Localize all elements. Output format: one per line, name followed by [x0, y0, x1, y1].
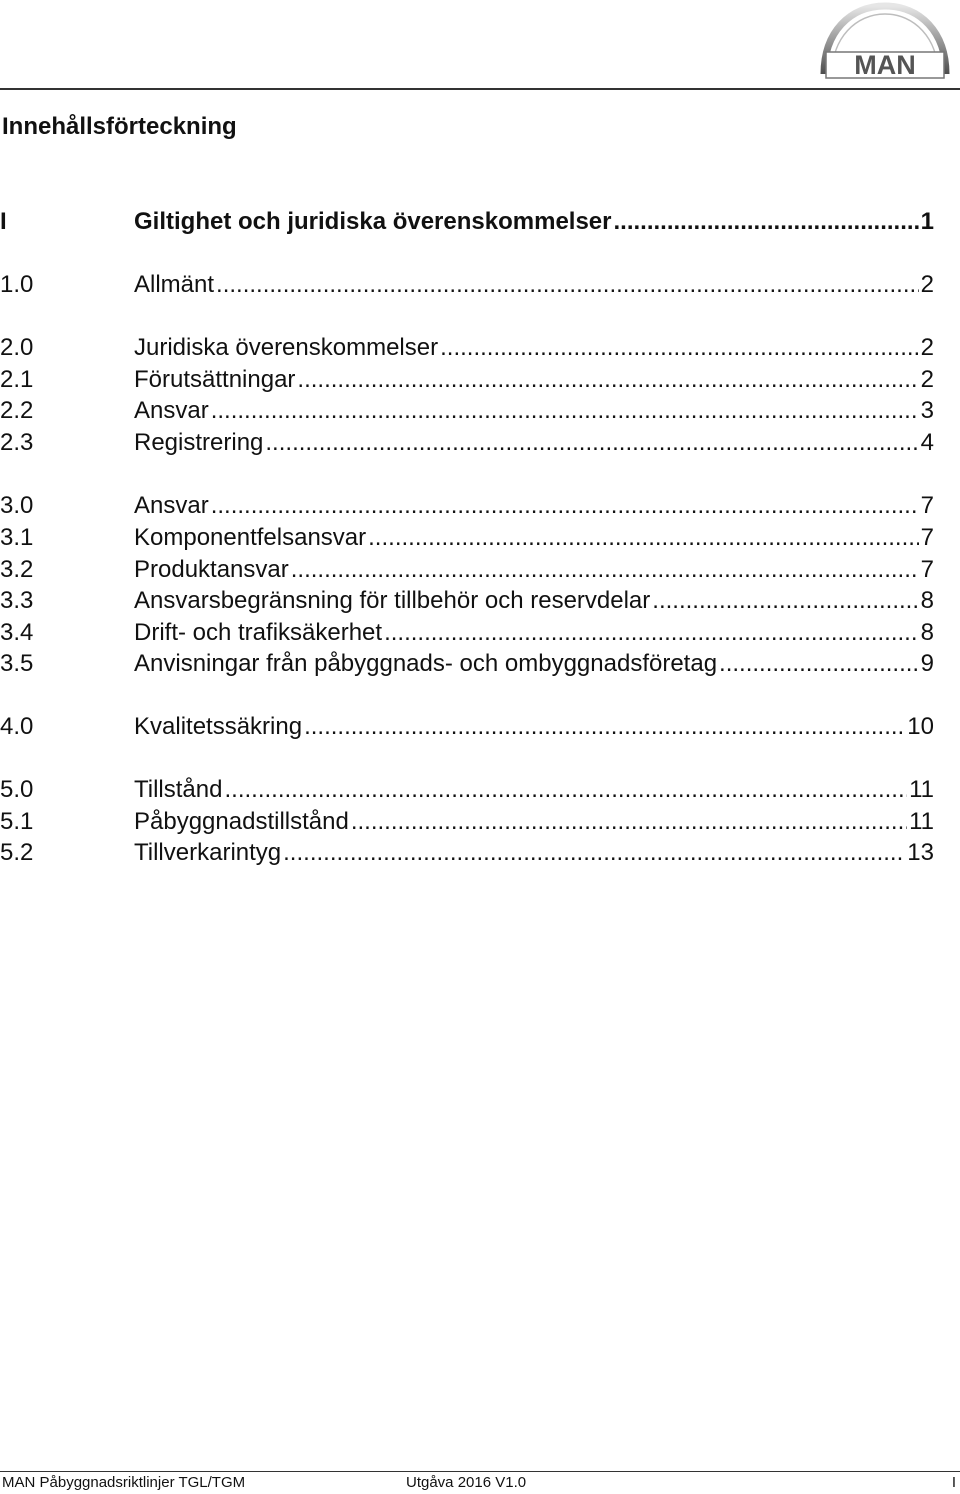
toc-entry-5-0[interactable]	[0, 775, 934, 805]
toc-entry-page: 1	[920, 208, 934, 235]
footer-page-number: I	[951, 1474, 956, 1491]
toc-leader-dots	[211, 491, 919, 521]
toc-entry-title: Förutsättningar	[134, 366, 296, 393]
toc-entry-number: 5.2	[0, 839, 34, 866]
toc-entry-number: 5.0	[0, 776, 34, 803]
toc-entry-number: 3.3	[0, 587, 34, 614]
toc-entry-number: 3.1	[0, 524, 34, 551]
toc-entry-5-1[interactable]	[0, 807, 934, 837]
toc-entry-page: 7	[920, 524, 934, 551]
toc-entry-3-0[interactable]	[0, 491, 934, 521]
toc-entry-number: 3.4	[0, 619, 34, 646]
toc-entry-title: Allmänt	[134, 271, 215, 298]
toc-leader-dots	[384, 618, 919, 648]
toc-leader-dots	[440, 333, 919, 363]
toc-entry-number: 5.1	[0, 808, 34, 835]
toc-leader-dots	[304, 712, 905, 742]
toc-entry-title: Drift- och trafiksäkerhet	[134, 619, 383, 646]
toc-entry-page: 2	[920, 366, 934, 393]
toc-entry-title: Registrering	[134, 429, 264, 456]
toc-leader-dots	[652, 586, 918, 616]
toc-leader-dots	[211, 396, 919, 426]
toc-leader-dots	[224, 775, 907, 805]
toc-entry-number: 4.0	[0, 713, 34, 740]
toc-entry-3-3[interactable]	[0, 586, 934, 616]
header-rule	[0, 88, 960, 90]
toc-entry-3-1[interactable]	[0, 523, 934, 553]
toc-entry-title: Giltighet och juridiska överenskommelser	[134, 208, 612, 235]
toc-entry-number: 2.0	[0, 334, 34, 361]
toc-entry-page: 2	[920, 271, 934, 298]
toc-leader-dots	[216, 270, 919, 300]
toc-entry-page: 11	[909, 808, 934, 835]
toc-entry-page: 7	[920, 556, 934, 583]
toc-entry-page: 8	[920, 587, 934, 614]
toc-entry-number: 2.1	[0, 366, 34, 393]
toc-entry-page: 13	[907, 839, 934, 866]
toc-entry-page: 11	[909, 776, 934, 803]
toc-entry-4-0[interactable]	[0, 712, 934, 742]
toc-entry-title: Ansvar	[134, 492, 209, 519]
toc-entry-3-2[interactable]	[0, 555, 934, 585]
toc-entry-title: Tillstånd	[134, 776, 223, 803]
toc-leader-dots	[351, 807, 907, 837]
toc-entry-3-4[interactable]	[0, 618, 934, 648]
toc-entry-page: 8	[920, 619, 934, 646]
footer-rule	[0, 1471, 960, 1472]
toc-entry-title: Påbyggnadstillstånd	[134, 808, 349, 835]
toc-entry-title: Produktansvar	[134, 556, 289, 583]
toc-entry-title: Juridiska överenskommelser	[134, 334, 439, 361]
toc-leader-dots	[368, 523, 919, 553]
toc-entry-title: Komponentfelsansvar	[134, 524, 367, 551]
toc-entry-page: 3	[920, 397, 934, 424]
toc-entry-page: 7	[920, 492, 934, 519]
footer-document-title: MAN Påbyggnadsriktlinjer TGL/TGM	[2, 1474, 246, 1491]
toc-entry-page: 10	[907, 713, 934, 740]
footer-edition: Utgåva 2016 V1.0	[406, 1474, 527, 1491]
man-logo	[820, 2, 950, 82]
toc-entry-page: 9	[920, 650, 934, 677]
toc-leader-dots	[719, 649, 919, 679]
toc-entry-title: Kvalitetssäkring	[134, 713, 303, 740]
toc-leader-dots	[614, 207, 919, 237]
toc-leader-dots	[297, 365, 918, 395]
toc-entry-page: 2	[920, 334, 934, 361]
toc-entry-title: Tillverkarintyg	[134, 839, 282, 866]
toc-entry-5-2[interactable]	[0, 838, 934, 868]
toc-entry-title: Ansvar	[134, 397, 209, 424]
toc-entry-number: 2.3	[0, 429, 34, 456]
toc-entry-2-1[interactable]	[0, 365, 934, 395]
toc-leader-dots	[291, 555, 919, 585]
toc-entry-i[interactable]	[0, 207, 934, 237]
toc-entry-number: 2.2	[0, 397, 34, 424]
toc-leader-dots	[265, 428, 918, 458]
toc-entry-number: 3.0	[0, 492, 34, 519]
toc-entry-number: 3.5	[0, 650, 34, 677]
toc-entry-number: I	[0, 208, 7, 235]
toc-entry-2-3[interactable]	[0, 428, 934, 458]
toc-entry-3-5[interactable]	[0, 649, 934, 679]
toc-entry-2-2[interactable]	[0, 396, 934, 426]
toc-entry-number: 1.0	[0, 271, 34, 298]
toc-entry-number: 3.2	[0, 556, 34, 583]
toc-entry-title: Anvisningar från påbyggnads- och ombyggnadsföretag	[134, 650, 718, 677]
toc-entry-title: Ansvarsbegränsning för tillbehör och reservdelar	[134, 587, 651, 614]
toc-leader-dots	[283, 838, 905, 868]
toc-entry-page: 4	[920, 429, 934, 456]
toc-entry-2-0[interactable]	[0, 333, 934, 363]
toc-heading: Innehållsförteckning	[2, 113, 237, 140]
svg-text:MAN: MAN	[854, 50, 916, 80]
toc-entry-1-0[interactable]	[0, 270, 934, 300]
